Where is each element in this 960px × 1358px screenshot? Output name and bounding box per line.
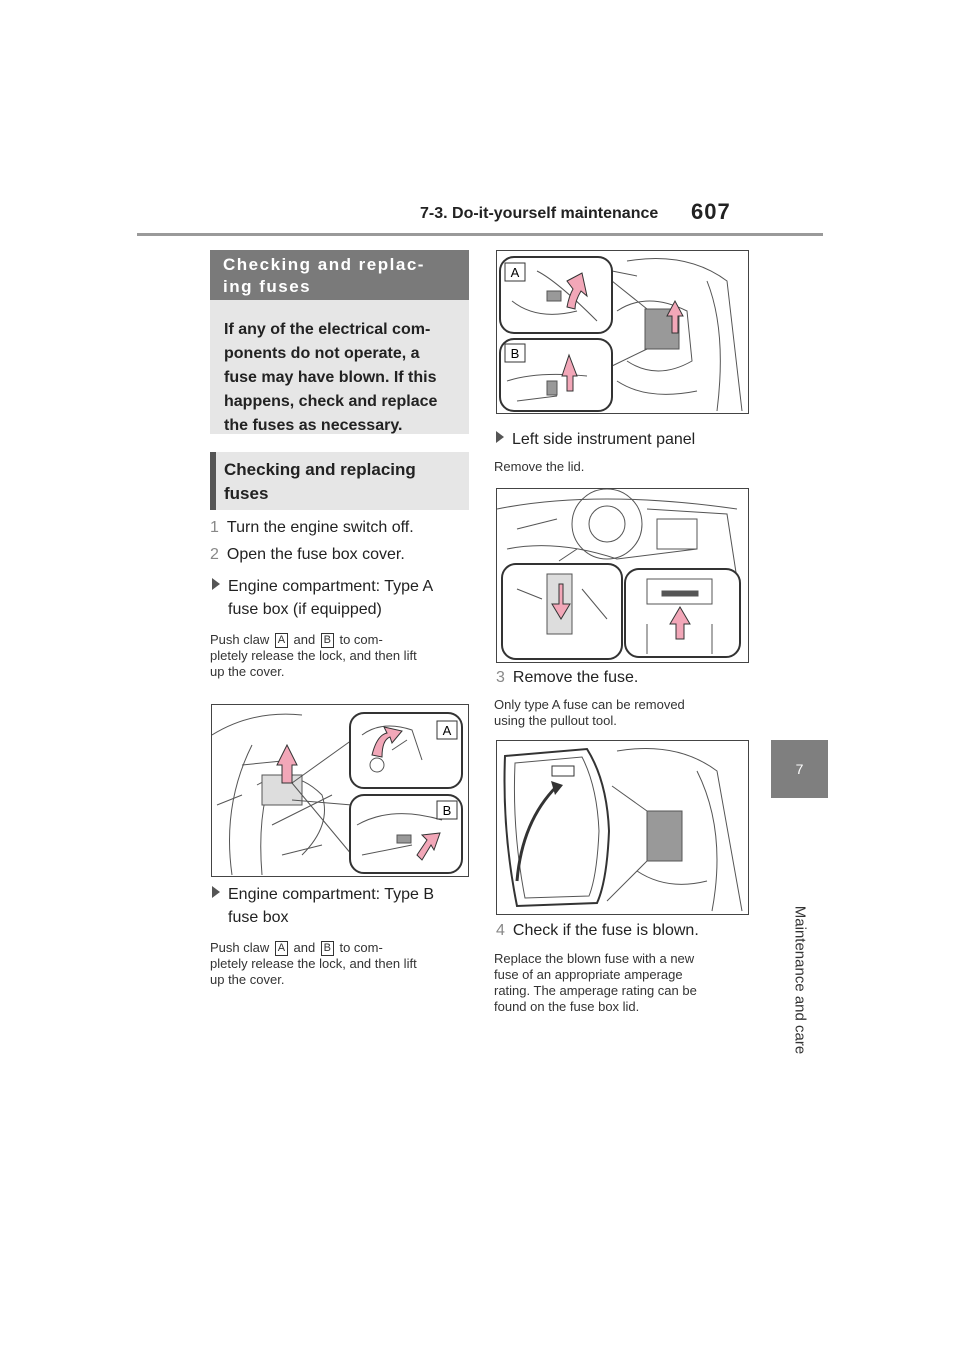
step-text: Turn the engine switch off.: [226, 519, 414, 536]
subheading-box: [210, 452, 469, 510]
subheading: Checking and replacing fuses: [224, 460, 416, 503]
left-panel-heading: Left side instrument panel: [496, 428, 695, 451]
label-b-box: B: [321, 633, 334, 648]
step-1: [210, 519, 414, 537]
type-b-instructions: Push claw A and B to com- pletely release the lock, and then lift up the cover.: [210, 940, 417, 987]
step-4: [496, 922, 699, 940]
step-text: Check if the fuse is blown.: [512, 922, 699, 939]
figure-label-a: A: [442, 723, 452, 738]
remove-note: Only type A fuse can be removed using the pullout tool.: [494, 697, 685, 728]
type-a-instructions: Push claw A and B to com- pletely release the lock, and then lift up the cover.: [210, 632, 417, 679]
figure-type-b: [496, 250, 749, 414]
bullet-triangle-icon: [212, 886, 220, 898]
step-number: 4: [496, 922, 505, 939]
type-b-heading: Engine compartment: Type B fuse box: [212, 883, 434, 929]
step-text: Open the fuse box cover.: [226, 546, 405, 563]
section-title-box: [210, 250, 469, 300]
step-number: 2: [210, 546, 219, 563]
figure-instrument-panel: [496, 488, 749, 663]
type-a-heading: Engine compartment: Type A fuse box (if equipped): [212, 575, 433, 621]
step-number: 3: [496, 669, 505, 686]
label-b-box: B: [321, 941, 334, 956]
figure-label-b: B: [510, 346, 520, 361]
chapter-tab: [771, 740, 828, 798]
intro-text: If any of the electrical com- ponents do not operate, a fuse may have blown. If this happens, check and replace the fuses as necessary.: [224, 321, 438, 434]
page-number: 607: [691, 199, 731, 224]
left-panel-note: Remove the lid.: [494, 459, 585, 474]
step-2: [210, 546, 405, 564]
subheading-bar: [210, 452, 216, 510]
step-number: 1: [210, 519, 219, 536]
intro-box: [210, 300, 469, 434]
step-text: Remove the fuse.: [512, 669, 639, 686]
section-title: Checking and replac- ing fuses: [223, 255, 425, 296]
bullet-triangle-icon: [496, 431, 504, 443]
figure-pullout-tool: [496, 740, 749, 915]
label-a-box: A: [275, 633, 288, 648]
chapter-label: Maintenance and care: [791, 905, 809, 1055]
figure-label-a: A: [510, 265, 520, 280]
step-3: [496, 669, 638, 687]
figure-type-a: [211, 704, 469, 877]
bullet-triangle-icon: [212, 578, 220, 590]
chapter-number: 7: [795, 761, 804, 777]
header-rule: [137, 233, 823, 236]
figure-label-b: B: [442, 803, 452, 818]
section-header: 7-3. Do-it-yourself maintenance: [420, 205, 659, 222]
blown-note: Replace the blown fuse with a new fuse of an appropriate amperage rating. The amperage rating can be found on the fuse box lid.: [494, 951, 697, 1014]
label-a-box: A: [275, 941, 288, 956]
